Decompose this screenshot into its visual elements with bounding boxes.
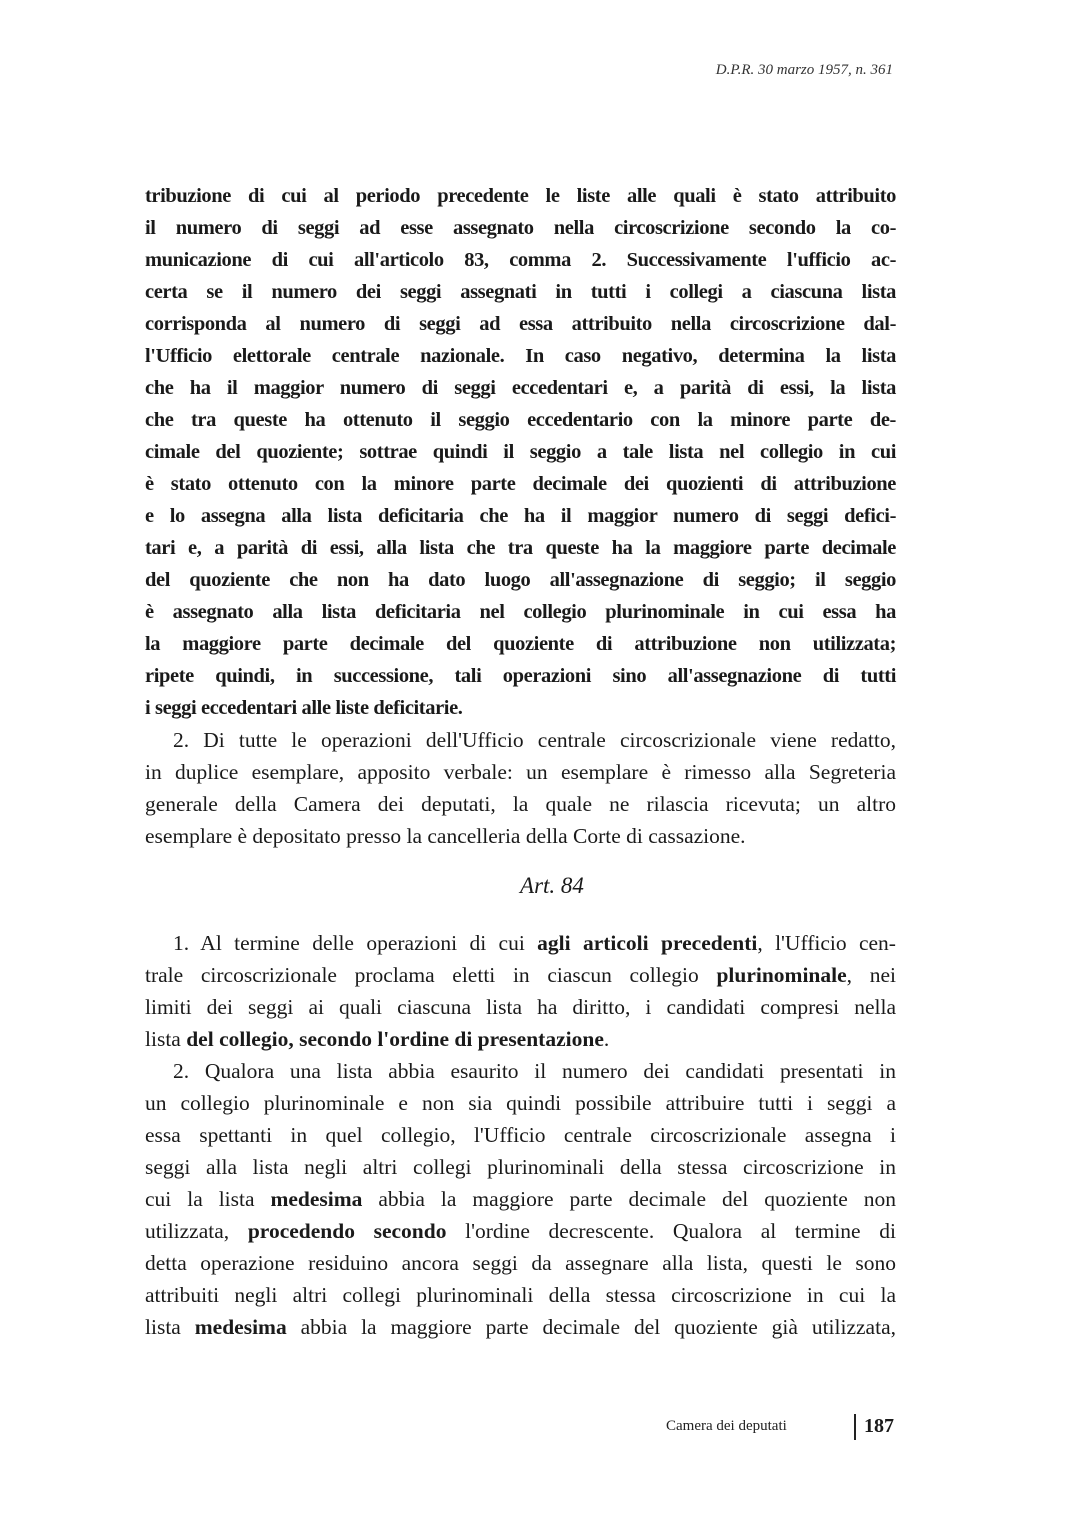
- bold-text: plurinominale: [716, 963, 847, 987]
- running-header: D.P.R. 30 marzo 1957, n. 361: [715, 62, 893, 78]
- text-line: la maggiore parte decimale del quoziente di attribuzione non utilizzata;: [145, 633, 896, 655]
- text-line: esemplare è depositato presso la cancelleria della Corte di cassazione.: [145, 824, 746, 848]
- article-comma-1: [145, 927, 896, 1055]
- text-line: un collegio plurinominale e non sia quindi possibile attribuire tutti i seggi a: [145, 1091, 896, 1115]
- footer-publisher: Camera dei deputati: [666, 1418, 787, 1434]
- text-line: cimale del quoziente; sottrae quindi il seggio a tale lista nel collegio in cui: [145, 441, 896, 463]
- text-line: 1. Al termine delle operazioni di cui agli articoli precedenti, l'Ufficio cen-: [173, 931, 896, 955]
- article-comma-2: [145, 1055, 896, 1343]
- text-line: è stato ottenuto con la minore parte decimale dei quozienti di attribuzione: [145, 473, 896, 495]
- text-line: il numero di seggi ad esse assegnato nella circoscrizione secondo la co-: [145, 217, 896, 239]
- text-line: lista del collegio, secondo l'ordine di presentazione.: [145, 1027, 610, 1051]
- text-line: è assegnato alla lista deficitaria nel collegio plurinominale in cui essa ha: [145, 601, 896, 623]
- text-line: certa se il numero dei seggi assegnati in tutti i collegi a ciascuna lista: [145, 281, 896, 303]
- bold-text: medesima: [194, 1315, 287, 1339]
- text-line: del quoziente che non ha dato luogo all'assegnazione di seggio; il seggio: [145, 569, 896, 591]
- bold-text: del collegio, secondo l'ordine di presentazione: [186, 1027, 604, 1051]
- text-line: in duplice esemplare, apposito verbale: un esemplare è rimesso alla Segreteria: [145, 760, 896, 784]
- footer-divider: [854, 1414, 856, 1440]
- paragraph-2: [145, 724, 896, 852]
- bold-text: medesima: [270, 1187, 363, 1211]
- text-line: che tra queste ha ottenuto il seggio eccedentario con la minore parte de-: [145, 409, 896, 431]
- text-line: lista medesima abbia la maggiore parte decimale del quoziente già utilizzata,: [145, 1315, 896, 1339]
- text-line: essa spettanti in quel collegio, l'Ufficio centrale circoscrizionale assegna i: [145, 1123, 896, 1147]
- bold-text: agli articoli precedenti: [537, 931, 758, 955]
- text-line: l'Ufficio elettorale centrale nazionale. In caso negativo, determina la lista: [145, 345, 896, 367]
- article-title: Art. 84: [520, 873, 584, 898]
- text-line: 2. Di tutte le operazioni dell'Ufficio centrale circoscrizionale viene redatto,: [173, 728, 896, 752]
- text-line: attribuiti negli altri collegi plurinominali della stessa circoscrizione in cui la: [145, 1283, 896, 1307]
- text-line: corrisponda al numero di seggi ad essa attribuito nella circoscrizione dal-: [145, 313, 896, 335]
- text-line: ripete quindi, in successione, tali operazioni sino all'assegnazione di tutti: [145, 665, 896, 687]
- text-line: generale della Camera dei deputati, la quale ne rilascia ricevuta; un altro: [145, 792, 896, 816]
- text-line: detta operazione residuino ancora seggi da assegnare alla lista, questi le sono: [145, 1251, 896, 1275]
- text-line: e lo assegna alla lista deficitaria che ha il maggior numero di seggi defici-: [145, 505, 896, 527]
- text-line: trale circoscrizionale proclama eletti in ciascun collegio plurinominale, nei: [145, 963, 896, 987]
- text-line: limiti dei seggi ai quali ciascuna lista ha diritto, i candidati compresi nella: [145, 995, 896, 1019]
- text-line: tribuzione di cui al periodo precedente le liste alle quali è stato attribuito: [145, 185, 896, 207]
- continuation-paragraph: [145, 180, 896, 724]
- text-line: che ha il maggior numero di seggi eccedentari e, a parità di essi, la lista: [145, 377, 896, 399]
- text-line: utilizzata, procedendo secondo l'ordine decrescente. Qualora al termine di: [145, 1219, 896, 1243]
- text-line: seggi alla lista negli altri collegi plurinominali della stessa circoscrizione in: [145, 1155, 896, 1179]
- text-line: i seggi eccedentari alle liste deficitarie.: [145, 697, 463, 719]
- text-line: 2. Qualora una lista abbia esaurito il numero dei candidati presentati in: [173, 1059, 896, 1083]
- text-line: municazione di cui all'articolo 83, comma 2. Successivamente l'ufficio ac-: [145, 249, 896, 271]
- page-number: 187: [864, 1415, 894, 1437]
- bold-text: procedendo secondo: [247, 1219, 447, 1243]
- text-line: cui la lista medesima abbia la maggiore parte decimale del quoziente non: [145, 1187, 896, 1211]
- text-line: tari e, a parità di essi, alla lista che tra queste ha la maggiore parte decimale: [145, 537, 896, 559]
